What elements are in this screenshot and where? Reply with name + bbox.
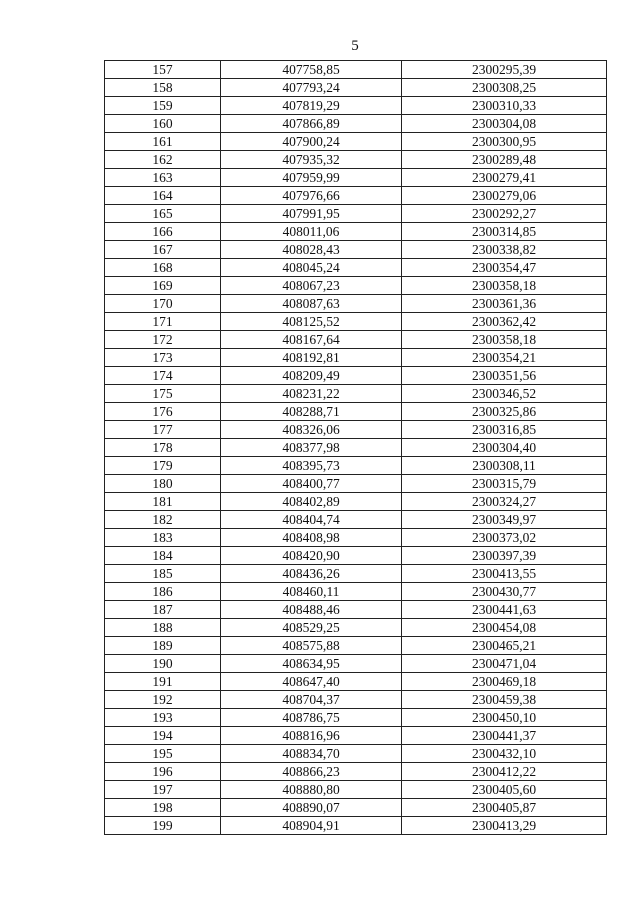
table-row [105, 115, 607, 133]
table-row [105, 529, 607, 547]
point-number-cell: 161 [105, 133, 221, 151]
point-number-cell: 164 [105, 187, 221, 205]
x-coordinate-cell: 407976,66 [221, 187, 402, 205]
table-row [105, 511, 607, 529]
y-coordinate-cell: 2300279,41 [402, 169, 607, 187]
table-row [105, 799, 607, 817]
table-row [105, 295, 607, 313]
table-row [105, 547, 607, 565]
table-row [105, 259, 607, 277]
x-coordinate-cell: 408529,25 [221, 619, 402, 637]
x-coordinate-cell: 408647,40 [221, 673, 402, 691]
table-row [105, 619, 607, 637]
y-coordinate-cell: 2300413,29 [402, 817, 607, 835]
table-row [105, 493, 607, 511]
x-coordinate-cell: 407866,89 [221, 115, 402, 133]
y-coordinate-cell: 2300358,18 [402, 331, 607, 349]
x-coordinate-cell: 407819,29 [221, 97, 402, 115]
point-number-cell: 176 [105, 403, 221, 421]
table-row [105, 637, 607, 655]
x-coordinate-cell: 408209,49 [221, 367, 402, 385]
x-coordinate-cell: 407959,99 [221, 169, 402, 187]
table-row [105, 403, 607, 421]
y-coordinate-cell: 2300346,52 [402, 385, 607, 403]
y-coordinate-cell: 2300373,02 [402, 529, 607, 547]
x-coordinate-cell: 408488,46 [221, 601, 402, 619]
x-coordinate-cell: 408067,23 [221, 277, 402, 295]
y-coordinate-cell: 2300361,36 [402, 295, 607, 313]
y-coordinate-cell: 2300304,08 [402, 115, 607, 133]
x-coordinate-cell: 408880,80 [221, 781, 402, 799]
x-coordinate-cell: 408288,71 [221, 403, 402, 421]
y-coordinate-cell: 2300358,18 [402, 277, 607, 295]
x-coordinate-cell: 408231,22 [221, 385, 402, 403]
x-coordinate-cell: 408167,64 [221, 331, 402, 349]
table-row [105, 367, 607, 385]
y-coordinate-cell: 2300300,95 [402, 133, 607, 151]
table-row [105, 97, 607, 115]
point-number-cell: 196 [105, 763, 221, 781]
point-number-cell: 163 [105, 169, 221, 187]
y-coordinate-cell: 2300279,06 [402, 187, 607, 205]
y-coordinate-cell: 2300304,40 [402, 439, 607, 457]
y-coordinate-cell: 2300315,79 [402, 475, 607, 493]
point-number-cell: 182 [105, 511, 221, 529]
table-row [105, 223, 607, 241]
point-number-cell: 192 [105, 691, 221, 709]
x-coordinate-cell: 407991,95 [221, 205, 402, 223]
y-coordinate-cell: 2300450,10 [402, 709, 607, 727]
table-row [105, 817, 607, 835]
x-coordinate-cell: 408816,96 [221, 727, 402, 745]
x-coordinate-cell: 408634,95 [221, 655, 402, 673]
x-coordinate-cell: 408011,06 [221, 223, 402, 241]
point-number-cell: 199 [105, 817, 221, 835]
x-coordinate-cell: 407793,24 [221, 79, 402, 97]
point-number-cell: 178 [105, 439, 221, 457]
x-coordinate-cell: 408890,07 [221, 799, 402, 817]
y-coordinate-cell: 2300338,82 [402, 241, 607, 259]
y-coordinate-cell: 2300454,08 [402, 619, 607, 637]
table-row [105, 421, 607, 439]
x-coordinate-cell: 408377,98 [221, 439, 402, 457]
table-row [105, 385, 607, 403]
x-coordinate-cell: 408125,52 [221, 313, 402, 331]
y-coordinate-cell: 2300430,77 [402, 583, 607, 601]
x-coordinate-cell: 408834,70 [221, 745, 402, 763]
table-row [105, 583, 607, 601]
table-row [105, 313, 607, 331]
y-coordinate-cell: 2300292,27 [402, 205, 607, 223]
y-coordinate-cell: 2300471,04 [402, 655, 607, 673]
table-row [105, 745, 607, 763]
point-number-cell: 166 [105, 223, 221, 241]
x-coordinate-cell: 408326,06 [221, 421, 402, 439]
y-coordinate-cell: 2300289,48 [402, 151, 607, 169]
point-number-cell: 198 [105, 799, 221, 817]
point-number-cell: 184 [105, 547, 221, 565]
point-number-cell: 195 [105, 745, 221, 763]
x-coordinate-cell: 408087,63 [221, 295, 402, 313]
y-coordinate-cell: 2300308,25 [402, 79, 607, 97]
point-number-cell: 157 [105, 61, 221, 79]
y-coordinate-cell: 2300441,37 [402, 727, 607, 745]
table-row [105, 61, 607, 79]
table-row [105, 655, 607, 673]
x-coordinate-cell: 408402,89 [221, 493, 402, 511]
table-row [105, 673, 607, 691]
y-coordinate-cell: 2300310,33 [402, 97, 607, 115]
y-coordinate-cell: 2300413,55 [402, 565, 607, 583]
x-coordinate-cell: 408404,74 [221, 511, 402, 529]
x-coordinate-cell: 408866,23 [221, 763, 402, 781]
point-number-cell: 190 [105, 655, 221, 673]
point-number-cell: 170 [105, 295, 221, 313]
y-coordinate-cell: 2300349,97 [402, 511, 607, 529]
y-coordinate-cell: 2300316,85 [402, 421, 607, 439]
y-coordinate-cell: 2300441,63 [402, 601, 607, 619]
y-coordinate-cell: 2300405,87 [402, 799, 607, 817]
x-coordinate-cell: 408904,91 [221, 817, 402, 835]
coordinates-table-body [105, 61, 607, 835]
x-coordinate-cell: 408395,73 [221, 457, 402, 475]
y-coordinate-cell: 2300432,10 [402, 745, 607, 763]
point-number-cell: 169 [105, 277, 221, 295]
x-coordinate-cell: 408192,81 [221, 349, 402, 367]
y-coordinate-cell: 2300397,39 [402, 547, 607, 565]
point-number-cell: 173 [105, 349, 221, 367]
point-number-cell: 191 [105, 673, 221, 691]
y-coordinate-cell: 2300351,56 [402, 367, 607, 385]
table-row [105, 151, 607, 169]
y-coordinate-cell: 2300469,18 [402, 673, 607, 691]
point-number-cell: 171 [105, 313, 221, 331]
point-number-cell: 162 [105, 151, 221, 169]
x-coordinate-cell: 408436,26 [221, 565, 402, 583]
x-coordinate-cell: 407758,85 [221, 61, 402, 79]
table-row [105, 781, 607, 799]
y-coordinate-cell: 2300308,11 [402, 457, 607, 475]
x-coordinate-cell: 407935,32 [221, 151, 402, 169]
x-coordinate-cell: 408460,11 [221, 583, 402, 601]
x-coordinate-cell: 408786,75 [221, 709, 402, 727]
point-number-cell: 183 [105, 529, 221, 547]
point-number-cell: 180 [105, 475, 221, 493]
point-number-cell: 186 [105, 583, 221, 601]
table-row [105, 349, 607, 367]
y-coordinate-cell: 2300324,27 [402, 493, 607, 511]
table-row [105, 475, 607, 493]
point-number-cell: 179 [105, 457, 221, 475]
y-coordinate-cell: 2300354,21 [402, 349, 607, 367]
coordinates-table [104, 60, 607, 835]
point-number-cell: 160 [105, 115, 221, 133]
table-row [105, 331, 607, 349]
y-coordinate-cell: 2300459,38 [402, 691, 607, 709]
point-number-cell: 194 [105, 727, 221, 745]
point-number-cell: 172 [105, 331, 221, 349]
table-row [105, 601, 607, 619]
x-coordinate-cell: 408408,98 [221, 529, 402, 547]
table-row [105, 439, 607, 457]
table-row [105, 709, 607, 727]
x-coordinate-cell: 408420,90 [221, 547, 402, 565]
point-number-cell: 168 [105, 259, 221, 277]
y-coordinate-cell: 2300465,21 [402, 637, 607, 655]
table-row [105, 169, 607, 187]
point-number-cell: 177 [105, 421, 221, 439]
y-coordinate-cell: 2300314,85 [402, 223, 607, 241]
table-row [105, 763, 607, 781]
x-coordinate-cell: 408400,77 [221, 475, 402, 493]
point-number-cell: 158 [105, 79, 221, 97]
point-number-cell: 175 [105, 385, 221, 403]
table-row [105, 187, 607, 205]
point-number-cell: 189 [105, 637, 221, 655]
y-coordinate-cell: 2300412,22 [402, 763, 607, 781]
table-row [105, 277, 607, 295]
point-number-cell: 193 [105, 709, 221, 727]
point-number-cell: 174 [105, 367, 221, 385]
point-number-cell: 159 [105, 97, 221, 115]
point-number-cell: 167 [105, 241, 221, 259]
point-number-cell: 165 [105, 205, 221, 223]
table-row [105, 691, 607, 709]
y-coordinate-cell: 2300354,47 [402, 259, 607, 277]
y-coordinate-cell: 2300405,60 [402, 781, 607, 799]
table-row [105, 727, 607, 745]
point-number-cell: 187 [105, 601, 221, 619]
x-coordinate-cell: 408704,37 [221, 691, 402, 709]
table-row [105, 241, 607, 259]
table-row [105, 205, 607, 223]
table-row [105, 457, 607, 475]
y-coordinate-cell: 2300295,39 [402, 61, 607, 79]
table-row [105, 79, 607, 97]
x-coordinate-cell: 408028,43 [221, 241, 402, 259]
point-number-cell: 188 [105, 619, 221, 637]
x-coordinate-cell: 408045,24 [221, 259, 402, 277]
point-number-cell: 185 [105, 565, 221, 583]
x-coordinate-cell: 407900,24 [221, 133, 402, 151]
x-coordinate-cell: 408575,88 [221, 637, 402, 655]
page-number: 5 [351, 38, 359, 54]
point-number-cell: 181 [105, 493, 221, 511]
y-coordinate-cell: 2300325,86 [402, 403, 607, 421]
table-row [105, 133, 607, 151]
point-number-cell: 197 [105, 781, 221, 799]
y-coordinate-cell: 2300362,42 [402, 313, 607, 331]
table-row [105, 565, 607, 583]
